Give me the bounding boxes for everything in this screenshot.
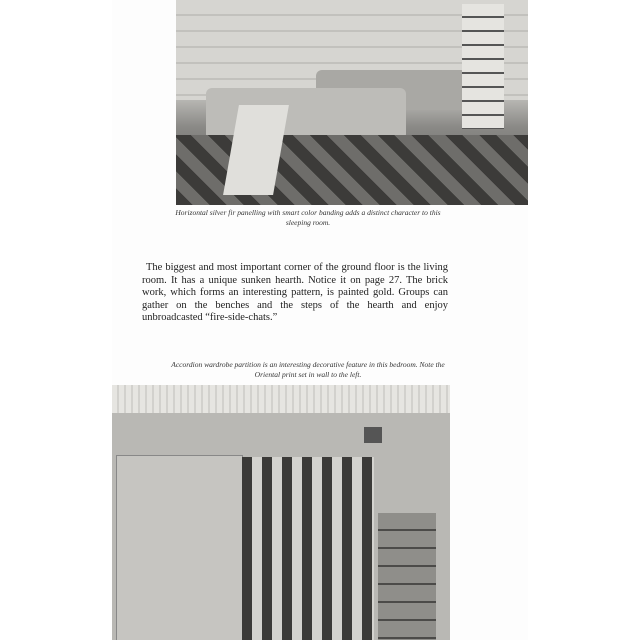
wall-panel — [116, 455, 243, 640]
wardrobe-photo — [112, 385, 450, 640]
bedroom-photo — [176, 0, 528, 205]
wall-opening — [364, 427, 382, 443]
ceiling — [112, 385, 450, 413]
chest-of-drawers — [378, 513, 436, 640]
dresser — [462, 4, 504, 129]
top-photo-caption: Horizontal silver fir panelling with smart color banding adds a distinct character to this sleeping room. — [175, 208, 441, 227]
bottom-photo-caption: Accordion wardrobe partition is an interesting decorative feature in this bedroom. Note the Oriental print set in wall to the left. — [171, 360, 445, 379]
accordion-partition — [242, 457, 374, 640]
body-paragraph: The biggest and most important corner of the ground floor is the living room. It has a unique sunken hearth. Notice it on page 27. The brick work, which forms an interesting pattern, is painted gold. Groups can gather on the benches and the steps of the hearth and enjoy unbroadcasted “fire-side-chats.” — [142, 262, 448, 323]
